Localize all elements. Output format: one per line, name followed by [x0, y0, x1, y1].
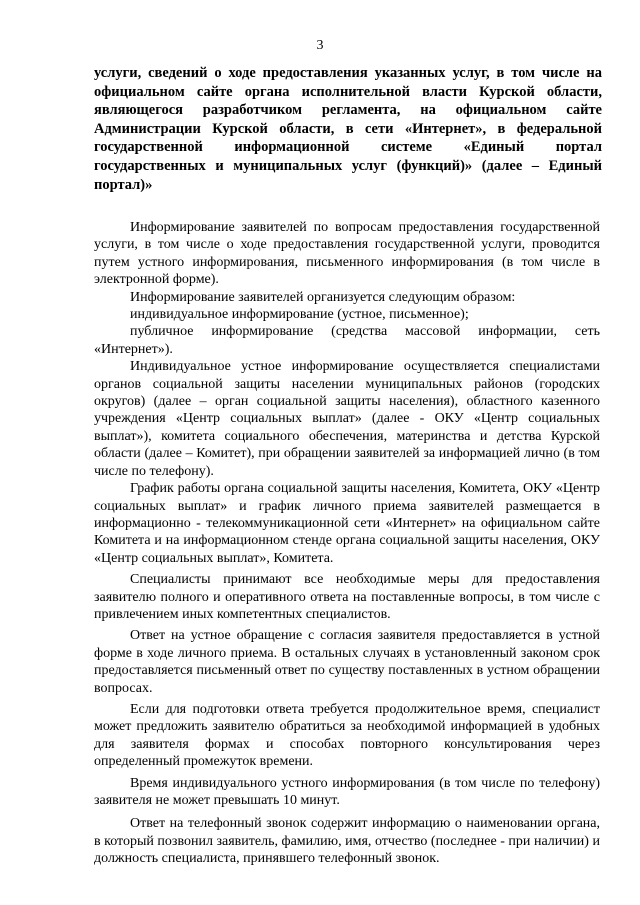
paragraph-oral-response: Ответ на устное обращение с согласия заявителя предоставляется в устной форме в ходе личного приема. В остальных случаях в установленный законом срок предоставляется письменный ответ по существу поставленных в устном обращении вопросах. [94, 628, 600, 696]
paragraph-public-informing: публичное информирование (средства массовой информации, сеть «Интернет»). [94, 324, 600, 357]
paragraph-long-preparation: Если для подготовки ответа требуется продолжительное время, специалист может предложить заявителю обратиться за необходимой информацией в удобных для заявителя формах и способах повторного консультирования через определенный промежуток времени. [94, 701, 600, 770]
paragraph-informing-organization: Информирование заявителей организуется следующим образом: [130, 289, 516, 305]
paragraph-informing-methods: Информирование заявителей по вопросам предоставления государственной услуги, в том числе о ходе предоставления государственной услуги, проводится путем устного информирования, письменного информирования (в том числе в электронной форме). [94, 220, 600, 288]
paragraph-work-schedule: График работы органа социальной защиты населения, Комитета, ОКУ «Центр социальных выплат» и график личного приема заявителей размещается в информационно - телекоммуникационной сети «Интернет» на официальном сайте Комитета и на информационном стенде органа социальной защиты населения, ОКУ «Центр социальных выплат», Комитета. [94, 481, 600, 566]
paragraph-phone-response: Ответ на телефонный звонок содержит информацию о наименовании органа, в который позвонил заявитель, фамилию, имя, отчество (последнее - при наличии) и должность специалиста, принявшего телефонный звонок. [94, 816, 600, 867]
paragraph-informing-time: Время индивидуального устного информирования (в том числе по телефону) заявителя не может превышать 10 минут. [94, 775, 600, 808]
paragraph-specialists-measures: Специалисты принимают все необходимые меры для предоставления заявителю полного и оперативного ответа на поставленные вопросы, в том числе с привлечением иных компетентных специалистов. [94, 572, 600, 622]
section-heading: услуги, сведений о ходе предоставления указанных услуг, в том числе на официальном сайте органа исполнительной власти Курской области, являющегося разработчиком регламента, на официальном сайте Администрации Курской области, в сети «Интернет», в федеральной государственной информационной системе «Единый портал государственных и муниципальных услуг (функций)» (далее – Единый портал)» [94, 65, 602, 193]
document-body [94, 219, 600, 868]
paragraph-oral-informing: Индивидуальное устное информирование осуществляется специалистами органов социальной защиты населении муниципальных районов (городских округов) (далее – орган социальной защиты населения), областного казенного учреждения «Центр социальных выплат» (далее - ОКУ «Центр социальных выплат»), комитета социального обеспечения, материнства и детства Курской области (далее – Комитет), при обращении заявителей за информацией лично (в том числе по телефону). [94, 359, 600, 479]
page-number: 3 [316, 38, 324, 53]
paragraph-individual-informing: индивидуальное информирование (устное, письменное); [130, 307, 469, 323]
